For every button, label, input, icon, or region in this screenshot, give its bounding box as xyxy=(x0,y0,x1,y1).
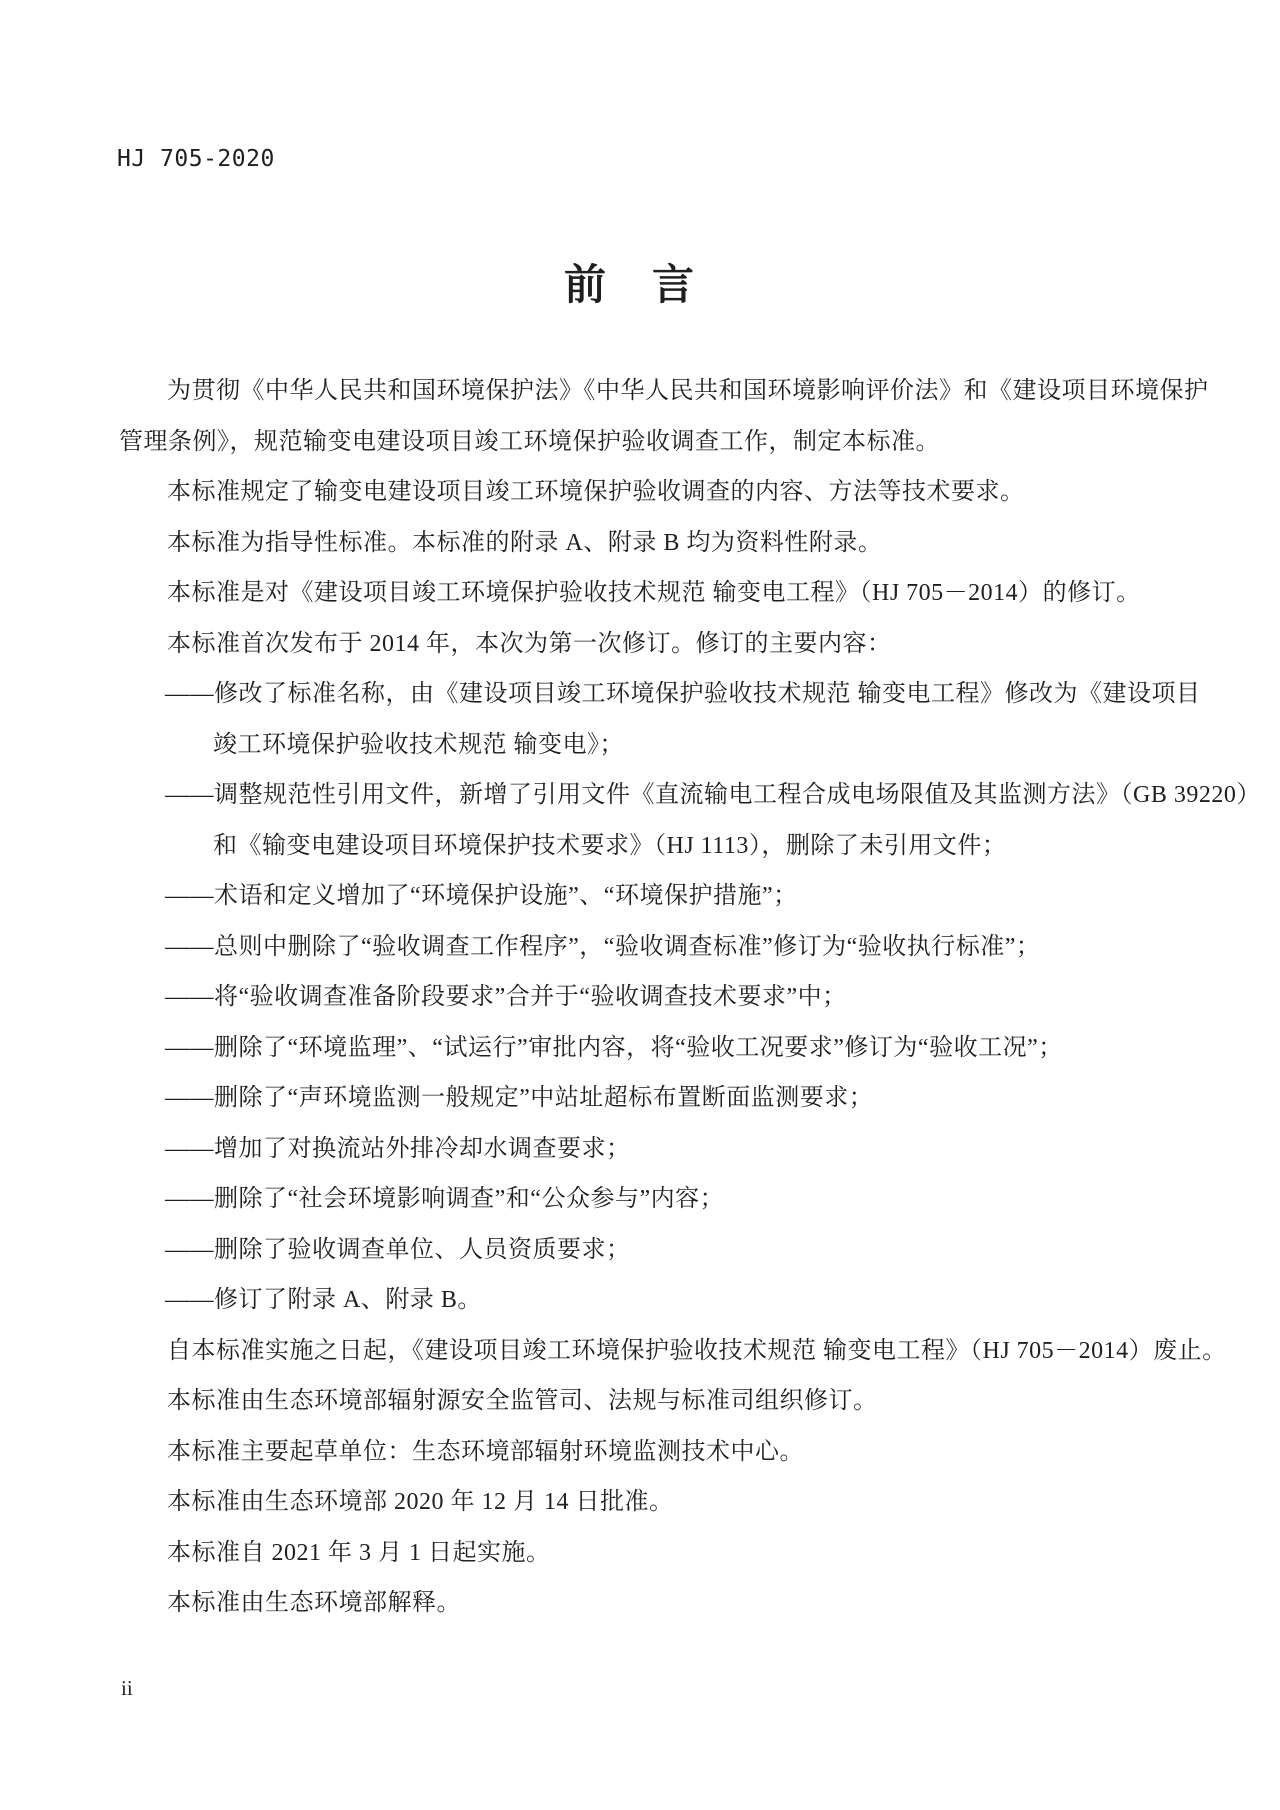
text-line: 为贯彻《中华人民共和国环境保护法》《中华人民共和国环境影响评价法》和《建设项目环境保护 xyxy=(167,378,1209,404)
text-line: ——删除了验收调查单位、人员资质要求； xyxy=(165,1236,631,1263)
text-line: 和《输变电建设项目环境保护技术要求》（HJ 1113），删除了未引用文件； xyxy=(213,832,1007,859)
text-line: ——修改了标准名称，由《建设项目竣工环境保护验收技术规范 输变电工程》修改为《建设项目 xyxy=(165,681,1201,707)
foreword-body xyxy=(119,366,1261,1629)
text-line: ——调整规范性引用文件，新增了引用文件《直流输电工程合成电场限值及其监测方法》（GB 39220） xyxy=(165,782,1261,808)
page-title: 前 言 xyxy=(563,261,696,308)
text-line: 本标准主要起草单位：生态环境部辐射环境监测技术中心。 xyxy=(167,1438,804,1465)
page-number: ii xyxy=(121,1676,133,1700)
text-line: ——删除了“环境监理”、“试运行”审批内容，将“验收工况要求”修订为“验收工况”； xyxy=(165,1034,1063,1061)
text-line: 本标准是对《建设项目竣工环境保护验收技术规范 输变电工程》（HJ 705－2014）的修订。 xyxy=(167,580,1141,606)
text-line: 本标准由生态环境部 2020 年 12 月 14 日批准。 xyxy=(167,1489,674,1515)
text-line: 竣工环境保护验收技术规范 输变电》； xyxy=(213,731,624,758)
text-line: 自本标准实施之日起，《建设项目竣工环境保护验收技术规范 输变电工程》（HJ 705－2014）废止。 xyxy=(167,1337,1227,1364)
text-line: 本标准首次发布于 2014 年，本次为第一次修订。修订的主要内容： xyxy=(167,630,892,657)
text-line: ——总则中删除了“验收调查工作程序”，“验收调查标准”修订为“验收执行标准”； xyxy=(165,933,1041,960)
text-line: ——术语和定义增加了“环境保护设施”、“环境保护措施”； xyxy=(165,883,798,909)
text-line: 本标准自 2021 年 3 月 1 日起实施。 xyxy=(167,1539,551,1566)
text-line: ——增加了对换流站外排冷却水调查要求； xyxy=(165,1135,631,1162)
text-line: ——删除了“社会环境影响调查”和“公众参与”内容； xyxy=(165,1186,725,1212)
text-line: 本标准为指导性标准。本标准的附录 A、附录 B 均为资料性附录。 xyxy=(167,529,883,556)
text-line: 本标准规定了输变电建设项目竣工环境保护验收调查的内容、方法等技术要求。 xyxy=(167,479,1025,505)
doc-number: HJ 705-2020 xyxy=(117,146,275,172)
text-line: 本标准由生态环境部解释。 xyxy=(167,1590,461,1616)
text-line: 管理条例》，规范输变电建设项目竣工环境保护验收调查工作，制定本标准。 xyxy=(119,428,940,455)
text-line: ——删除了“声环境监测一般规定”中站址超标布置断面监测要求； xyxy=(165,1085,874,1111)
text-line: ——修订了附录 A、附录 B。 xyxy=(165,1287,482,1313)
text-line: ——将“验收调查准备阶段要求”合并于“验收调查技术要求”中； xyxy=(165,984,847,1010)
text-line: 本标准由生态环境部辐射源安全监管司、法规与标准司组织修订。 xyxy=(167,1388,878,1414)
